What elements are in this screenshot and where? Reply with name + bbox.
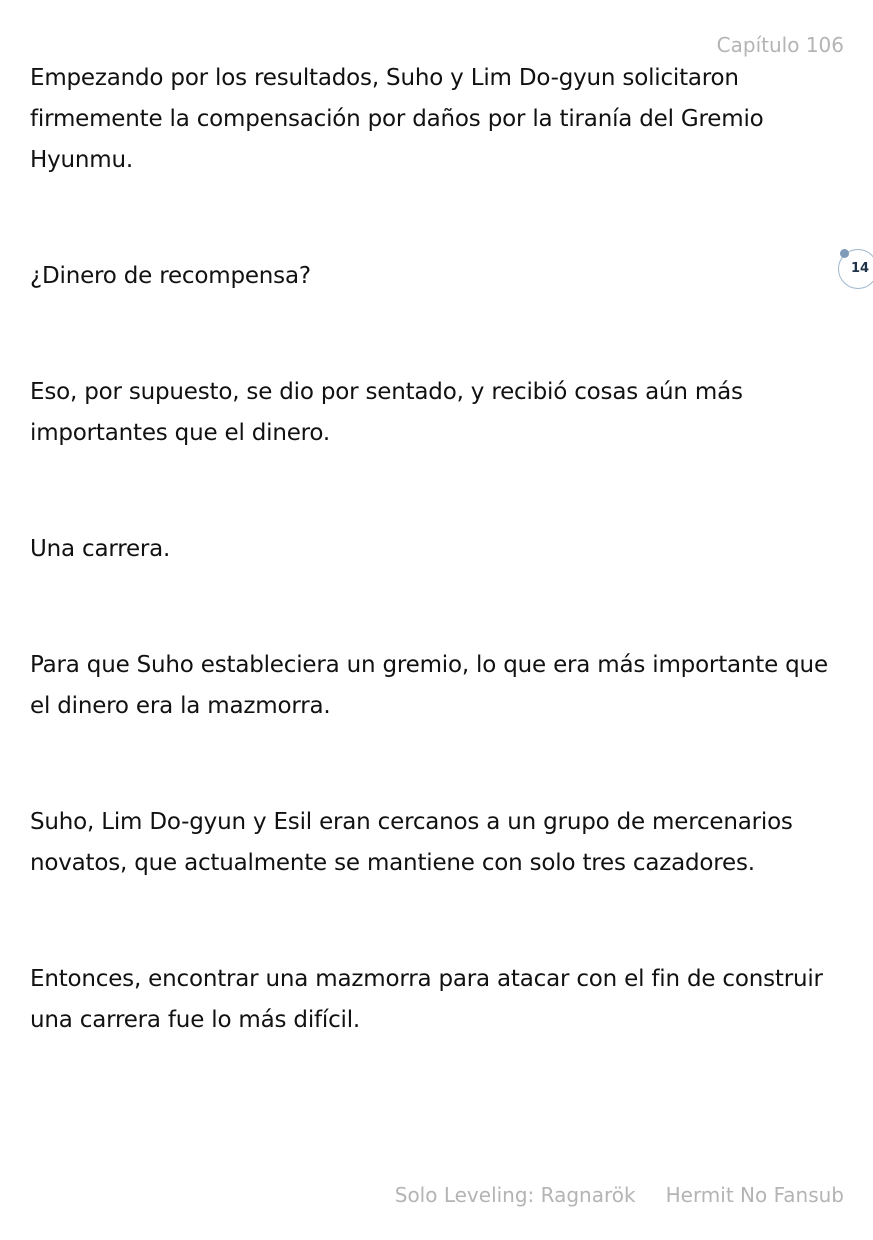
book-title: Solo Leveling: Ragnarök (394, 1183, 636, 1207)
reading-body (30, 58, 838, 1116)
chapter-title: Capítulo 106 (716, 33, 844, 57)
footer (395, 1183, 844, 1207)
translator-credit: Hermit No Fansub (665, 1183, 844, 1207)
paragraph: ¿Dinero de recompensa? (30, 263, 311, 289)
page-number: 14 (851, 261, 870, 276)
paragraph: Empezando por los resultados, Suho y Lim Do-gyun solicitaron firmemente la compensación por daños por la tiranía del Gremio Hyunmu. (30, 65, 764, 173)
paragraph: Entonces, encontrar una mazmorra para atacar con el fin de construir una carrera fue lo más difícil. (30, 966, 823, 1033)
paragraph: Una carrera. (30, 536, 171, 562)
paragraph: Para que Suho estableciera un gremio, lo que era más importante que el dinero era la mazmorra. (30, 652, 828, 719)
progress-dot-icon (840, 249, 849, 258)
page-indicator[interactable] (838, 249, 873, 289)
paragraph: Suho, Lim Do-gyun y Esil eran cercanos a un grupo de mercenarios novatos, que actualmente se mantiene con solo tres cazadores. (30, 809, 793, 876)
paragraph: Eso, por supuesto, se dio por sentado, y recibió cosas aún más importantes que el dinero. (30, 379, 743, 446)
